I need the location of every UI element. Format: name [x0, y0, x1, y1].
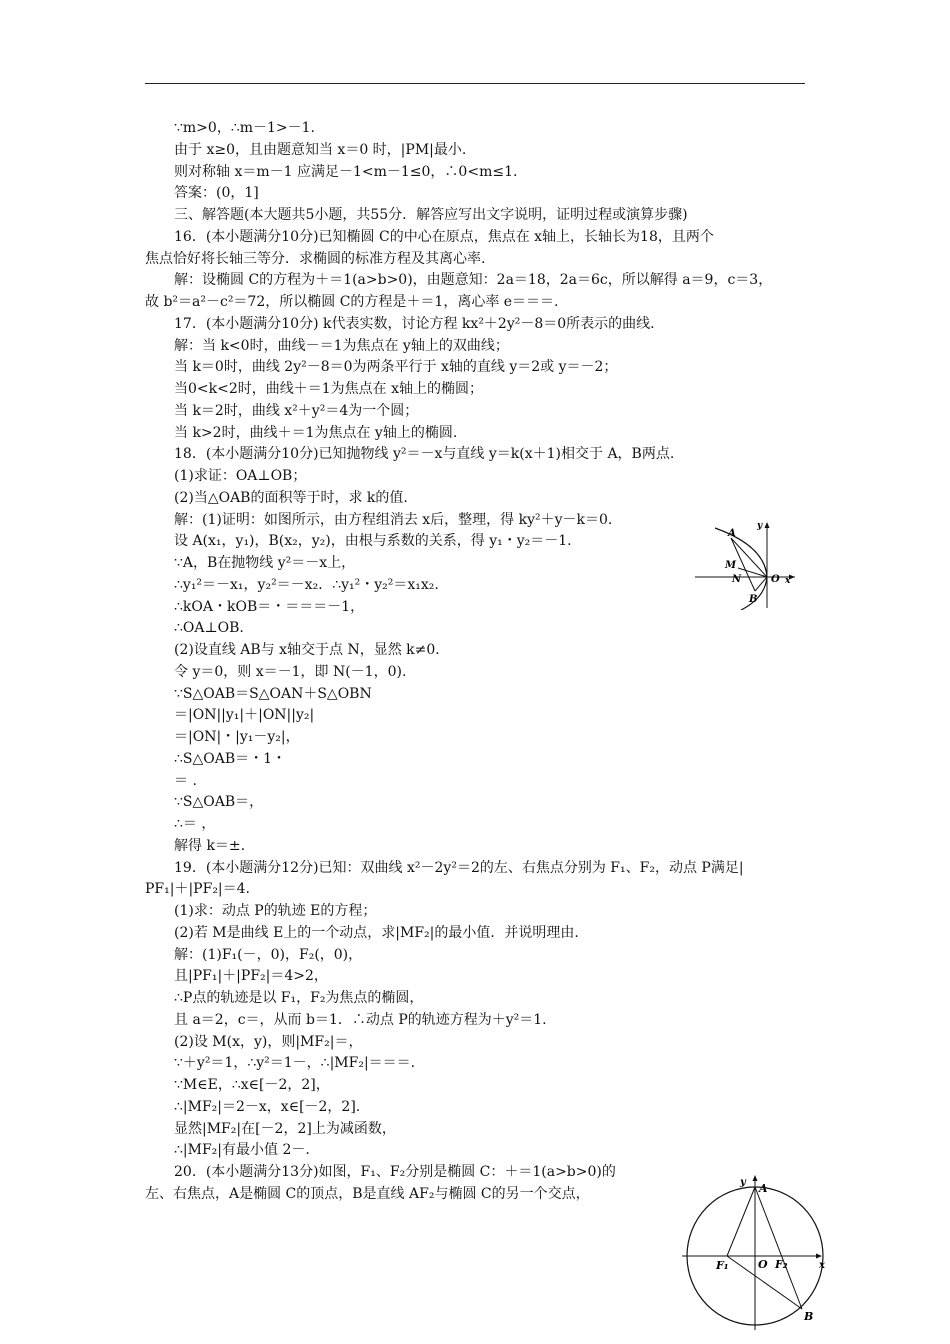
x-axis-arrow: [816, 1254, 822, 1259]
problem-19-statement: PF₁|＋|PF₂|＝4.: [145, 881, 250, 898]
problem-20-statement: 左、右焦点，A是椭圆 C的顶点，B是直线 AF₂与椭圆 C的另一个交点，: [145, 1185, 590, 1202]
label-f1: F₁: [716, 1259, 729, 1272]
text-line: 由于 x≥0，且由题意知当 x＝0 时，|PM|最小.: [174, 141, 467, 158]
label-b: B: [804, 1310, 814, 1323]
label-o: O: [758, 1258, 768, 1271]
label-y: y: [740, 1177, 746, 1188]
problem-18-solution: ∴＝ ，: [174, 816, 216, 832]
segment-ab: [755, 1187, 802, 1309]
segment-af1: [727, 1187, 755, 1256]
label-b: B: [749, 594, 758, 605]
problem-17-solution: 当 k＝0时，曲线 2y²－8＝0为两条平行于 x轴的直线 y＝2或 y＝－2；: [174, 359, 618, 376]
problem-18-solution: ∵S△OAB＝，: [174, 794, 264, 811]
problem-18-solution: 设 A(x₁，y₁)，B(x₂，y₂)，由根与系数的关系，得 y₁・y₂＝－1.: [174, 533, 572, 550]
problem-18-solution: ∴y₁²＝－x₁，y₂²＝－x₂．∴y₁²・y₂²＝x₁x₂.: [174, 576, 439, 593]
label-a: A: [759, 1182, 768, 1195]
problem-20-statement: 20．(本小题满分13分)如图，F₁、F₂分别是椭圆 C：＋＝1(a>b>0)的: [174, 1164, 616, 1180]
section-heading: 三、解答题(本大题共5小题，共55分．解答应写出文字说明，证明过程或演算步骤): [174, 207, 688, 223]
problem-17-solution: 当 k＝2时，曲线 x²＋y²＝4为一个圆；: [174, 402, 419, 419]
label-x: x: [785, 576, 791, 586]
problem-18-solution: ＝ .: [174, 772, 197, 789]
problem-17-solution: 当0<k<2时，曲线＋＝1为焦点在 x轴上的椭圆；: [174, 381, 484, 397]
y-axis-arrow: [765, 522, 770, 528]
label-f2: F₂: [775, 1258, 788, 1271]
problem-19-part: (2)若 M是曲线 E上的一个动点，求|MF₂|的最小值．并说明理由.: [174, 924, 579, 941]
problem-18-statement: 18．(本小题满分10分)已知抛物线 y²＝－x与直线 y＝k(x＋1)相交于 A，B两点.: [174, 446, 675, 463]
problem-19-solution: 且|PF₁|＋|PF₂|＝4>2，: [174, 968, 328, 985]
problem-16-statement: 16．(本小题满分10分)已知椭圆 C的中心在原点，焦点在 x轴上，长轴长为18，且两个: [174, 228, 714, 245]
problem-18-solution: 解：(1)证明：如图所示，由方程组消去 x后，整理，得 ky²＋y－k＝0.: [174, 511, 613, 528]
problem-17-solution: 当 k>2时，曲线＋＝1为焦点在 y轴上的椭圆.: [174, 424, 458, 441]
label-m: M: [725, 560, 737, 571]
problem-18-solution: 令 y＝0，则 x＝－1，即 N(－1，0).: [174, 663, 407, 680]
problem-18-part: (1)求证：OA⊥OB；: [174, 468, 307, 484]
problem-19-solution: ∴|MF₂|＝2－x，x∈[－2，2].: [174, 1098, 361, 1115]
label-a: A: [728, 528, 736, 539]
problem-19-solution: 显然|MF₂|在[－2，2]上为减函数，: [174, 1120, 396, 1137]
problem-16-statement: 焦点恰好将长轴三等分．求椭圆的标准方程及其离心率.: [145, 250, 486, 267]
problem-16-solution: 故 b²＝a²－c²＝72，所以椭圆 C的方程是＋＝1，离心率 e＝＝＝.: [145, 294, 559, 310]
problem-18-solution: ∴kOA・kOB＝・＝＝＝－1，: [174, 598, 365, 615]
problem-18-solution: ＝|ON||y₁|＋|ON||y₂|: [174, 707, 315, 724]
ellipse-figure: [680, 1172, 835, 1332]
problem-18-solution: (2)设直线 AB与 x轴交于点 N，显然 k≠0.: [174, 642, 440, 658]
problem-19-part: (1)求：动点 P的轨迹 E的方程；: [174, 903, 377, 919]
problem-16-solution: 解：设椭圆 C的方程为＋＝1(a>b>0)，由题意知：2a＝18，2a＝6c，所以解得 a＝9，c＝3，: [174, 272, 773, 289]
problem-18-part: (2)当△OAB的面积等于时，求 k的值.: [174, 489, 408, 506]
problem-19-solution: ∴|MF₂|有最小值 2－.: [174, 1142, 310, 1159]
problem-17-statement: 17．(本小题满分10分) k代表实数，讨论方程 kx²＋2y²－8＝0所表示的曲线.: [174, 315, 655, 332]
problem-19-solution: ∴P点的轨迹是以 F₁，F₂为焦点的椭圆，: [174, 990, 424, 1006]
label-n: N: [732, 574, 742, 585]
problem-19-solution: ∵＋y²＝1，∴y²＝1－，∴|MF₂|＝＝＝.: [174, 1055, 416, 1072]
label-o: O: [771, 574, 780, 585]
label-y: y: [757, 521, 763, 531]
header-rule: [145, 83, 805, 84]
problem-18-solution: 解得 k＝±.: [174, 837, 246, 854]
text-line: ∵m>0，∴m－1>－1.: [174, 120, 315, 136]
text-line: 则对称轴 x＝m－1 应满足－1<m－1≤0，∴0<m≤1.: [174, 163, 518, 180]
problem-18-solution: ∴S△OAB＝・1・: [174, 750, 287, 767]
parabola-figure: [695, 518, 807, 610]
problem-19-solution: 解：(1)F₁(－，0)，F₂(，0)，: [174, 946, 363, 963]
problem-19-solution: ∵M∈E，∴x∈[－2，2]，: [174, 1077, 330, 1093]
y-axis-arrow: [753, 1175, 758, 1181]
problem-18-solution: ∴OA⊥OB.: [174, 620, 244, 637]
problem-18-solution: ∵A，B在抛物线 y²＝－x上，: [174, 555, 356, 571]
problem-19-statement: 19．(本小题满分12分)已知：双曲线 x²－2y²＝2的左、右焦点分别为 F₁、F₂，动点 P满足|: [174, 859, 744, 876]
problem-19-solution: (2)设 M(x，y)，则|MF₂|＝，: [174, 1033, 363, 1050]
label-x: x: [819, 1260, 825, 1271]
problem-18-solution: ＝|ON|・|y₁－y₂|，: [174, 729, 300, 745]
problem-17-solution: 解：当 k<0时，曲线－＝1为焦点在 y轴上的双曲线；: [174, 337, 509, 354]
document-body: [145, 118, 805, 1206]
text-line: 答案：(0，1]: [174, 185, 259, 202]
problem-18-solution: ∵S△OAB＝S△OAN＋S△OBN: [174, 685, 372, 702]
problem-19-solution: 且 a＝2，c＝，从而 b＝1．∴动点 P的轨迹方程为＋y²＝1.: [174, 1011, 547, 1028]
